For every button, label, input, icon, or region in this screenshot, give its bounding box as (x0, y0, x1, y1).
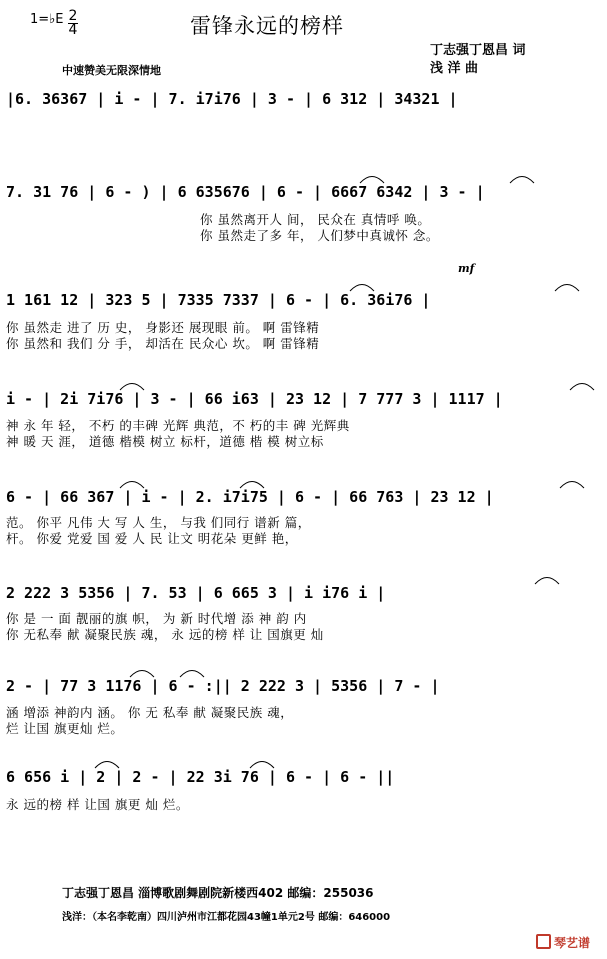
tempo-marking: 中速赞美无限深情地 (62, 64, 161, 77)
lyrics-row-3-verse-2: 你 虽然和 我们 分 手， 却活在 民众心 坎。 啊 雷锋精 (6, 336, 320, 351)
notation-row-6: 2 222 3 5356 | 7. 53 | 6 665 3 | i i76 i | (6, 584, 386, 602)
lyrics-row-2-verse-1: 你 虽然离开人 间， 民众在 真情呼 唤。 (200, 212, 431, 227)
notation-row-7: 2 - | 77 3 1176 | 6 - :|| 2 222 3 | 5356 | 7 - | (6, 677, 440, 695)
notation-row-2: 7. 31 76 | 6 - ) | 6 635676 | 6 - | 6667 6342 | 3 - | (6, 183, 485, 201)
time-bottom: 4 (68, 22, 78, 38)
site-logo (536, 934, 590, 951)
lyrics-row-6-verse-1: 你 是 一 面 靓丽的旗 帜， 为 新 时代增 添 神 韵 内 (6, 611, 307, 626)
lyrics-row-5-verse-2: 杆。 你爱 党爱 国 爱 人 民 让文 明花朵 更鲜 艳， (6, 531, 298, 546)
time-top: 2 (68, 8, 78, 24)
key-signature: 1=♭E (30, 12, 64, 27)
footer-contact-1: 丁志强丁恩昌 淄博歌剧舞剧院新楼西402 邮编：255036 (62, 886, 374, 900)
logo-text: 琴艺谱 (554, 936, 591, 950)
notation-row-4: i - | 2i 7i76 | 3 - | 66 i63 | 23 12 | 7 777 3 | 1117 | (6, 390, 503, 408)
logo-icon (536, 934, 551, 949)
lyrics-row-8: 永 远的榜 样 让国 旗更 灿 烂。 (6, 797, 189, 812)
lyrics-row-5-verse-1: 范。 你平 凡伟 大 写 人 生， 与我 们同行 谱新 篇， (6, 515, 311, 530)
notation-row-3: 1 161 12 | 323 5 | 7335 7337 | 6 - | 6. 36i76 | (6, 291, 431, 309)
song-title: 雷锋永远的榜样 (190, 14, 344, 38)
lyrics-row-6-verse-2: 你 无私奉 献 凝聚民族 魂， 永 远的榜 样 让 国旗更 灿 (6, 627, 324, 642)
footer-contact-2: 浅洋：（本名李乾南）四川泸州市江都花园43幢1单元2号 邮编：646000 (62, 912, 391, 923)
lyrics-row-4-verse-2: 神 暖 天 涯， 道德 楷模 树立 标杆，道德 楷 模 树立标 (6, 434, 324, 449)
notation-row-1: |6. 36367 | i - | 7. i7i76 | 3 - | 6 312 | 34321 | (6, 90, 458, 108)
lyrics-row-4-verse-1: 神 永 年 轻， 不朽 的丰碑 光辉 典范，不 朽的丰 碑 光辉典 (6, 418, 350, 433)
lyrics-row-7-verse-1: 涵 增添 神韵内 涵。 你 无 私奉 献 凝聚民族 魂， (6, 705, 294, 720)
notation-row-5: 6 - | 66 367 | i - | 2. i7i75 | 6 - | 66 763 | 23 12 | (6, 488, 494, 506)
lyricist: 丁志强丁恩昌 词 (430, 43, 526, 58)
notation-row-8: 6 656 i | 2 | 2 - | 22 3i 76 | 6 - | 6 - || (6, 768, 395, 786)
lyrics-row-2-verse-2: 你 虽然走了多 年， 人们梦中真诚怀 念。 (200, 228, 439, 243)
lyrics-row-7-verse-2: 烂 让国 旗更灿 烂。 (6, 721, 124, 736)
dynamic-mark: mf (458, 262, 475, 275)
lyrics-row-3-verse-1: 你 虽然走 进了 历 史， 身影还 展现眼 前。 啊 雷锋精 (6, 320, 320, 335)
composer: 浅 洋 曲 (430, 61, 479, 76)
